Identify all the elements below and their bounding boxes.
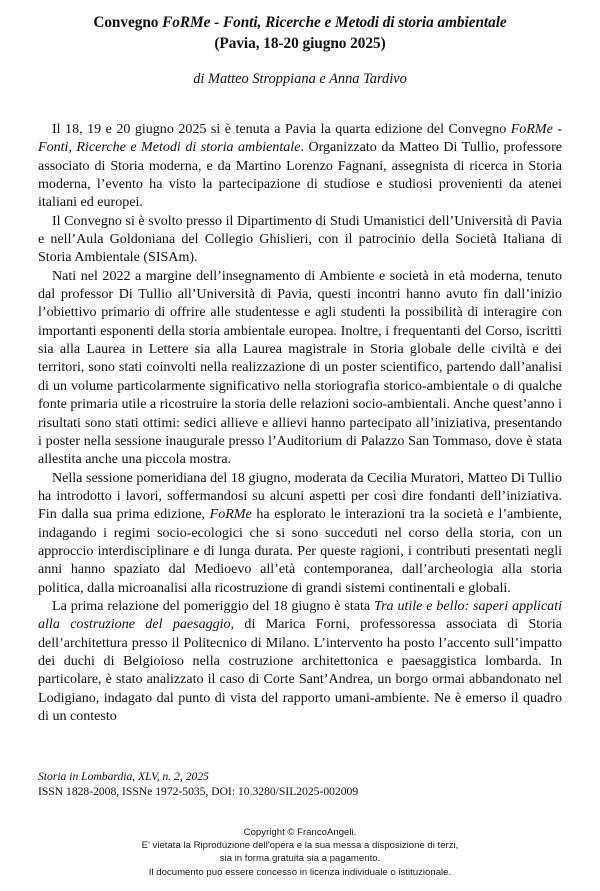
copyright-line-2: E' vietata la Riproduzione dell'opera e la sua messa a disposizione di terzi, bbox=[141, 840, 459, 852]
paragraph-5-part-b: , di Marica Forni, professoressa associata di Storia dell’architettura presso il Politecnico di Milano. L’intervento ha posto l’accento sull’impatto dei duchi di Belgioioso nella costruzione architettonica e paesaggistica lombarda. In particolare, è stato analizzato il caso di Corte Sant’Andrea, un borgo ormai abbandonato nel Lodigiano, indagato dal punto di vista del rapporto umani-ambiente. Ne è emerso il quadro di un contesto bbox=[38, 616, 562, 724]
byline-authors: di Matteo Stroppiana e Anna Tardivo bbox=[193, 71, 407, 87]
paragraph-2: Il Convegno si è svolto presso il Dipartimento di Studi Umanistici dell’Università di Pavia e nell’Aula Goldoniana del Collegio Ghislieri, con il patrocinio della Società Italiana di Storia Ambientale (SISAm). bbox=[38, 212, 562, 266]
paragraph-5 bbox=[38, 597, 562, 725]
copyright-line-4: Il documento può essere concesso in licenza individuale o istituzionale. bbox=[148, 866, 452, 878]
paragraph-4-part-b: ha esplorato le interazioni tra la società e l’ambiente, indagando i regimi socio-ecologici che si sono succeduti nel corso della storia, con un approccio interdisciplinare e di lunga durata. Per queste ragioni, i contributi presentati negli anni hanno spaziato dal Medioevo all’età contemporanea, dall’archeologia alla storia politica, dalla microanalisi alla ricostruzione di grandi sistemi continentali e globali. bbox=[38, 506, 562, 596]
journal-citation: Storia in Lombardia, XLV, n. 2, 2025 bbox=[38, 770, 209, 783]
paragraph-3: Nati nel 2022 a margine dell’insegnamento di Ambiente e società in età moderna, tenuto dal professor Di Tullio all’Università di Pavia, questi incontri hanno avuto fin dall’inizio l’obiettivo primario di offrire alle studentesse e agli studenti la possibilità di interagire con importanti esponenti della storia ambientale europea. Inoltre, i frequentanti del Corso, iscritti sia alla Laurea in Lettere sia alla Laurea magistrale in Storia globale delle civiltà e dei territori, sono stati coinvolti nella realizzazione di un poster scientifico, partendo dall’analisi di un volume particolarmente significativo nella storiografia storico-ambientale o di qualche fonte primaria utile a ricostruire la storia delle relazioni socio-ambientali. Anche quest’anno i risultati sono stati ottimi: sedici allieve e allievi hanno partecipato all’iniziativa, presentando i poster nella sessione inaugurale presso l’Auditorium di Palazzo San Tommaso, dove è stata allestita anche una piccola mostra. bbox=[38, 267, 562, 468]
article-body bbox=[38, 120, 562, 725]
paragraph-4-part-a: Nella sessione pomeridiana del 18 giugno, moderata da Cecilia Muratori, Matteo Di Tullio ha introdotto i lavori, soffermandosi su alcuni aspetti per così dire fondanti dell’iniziativa. Fin dalla sua prima edizione, bbox=[38, 469, 562, 523]
page-title bbox=[38, 13, 562, 54]
title-line-2: (Pavia, 18-20 giugno 2025) bbox=[214, 34, 386, 52]
paragraph-5-part-a: La prima relazione del pomeriggio del 18 giugno è stata bbox=[52, 597, 375, 614]
paragraph-1-part-a: Il 18, 19 e 20 giugno 2025 si è tenuta a Pavia la quarta edizione del Convegno bbox=[52, 121, 511, 137]
paragraph-4-italic-term: FoRMe bbox=[209, 506, 252, 523]
journal-issn-doi: ISSN 1828-2008, ISSNe 1972-5035, DOI: 10.3280/SIL2025-002009 bbox=[38, 784, 359, 798]
copyright-line-1: Copyright © FrancoAngeli. bbox=[243, 827, 357, 838]
title-italic-part: FoRMe - Fonti, Ricerche e Metodi di storia ambientale bbox=[162, 14, 507, 31]
title-line-1 bbox=[38, 13, 562, 34]
paragraph-1-italic-title: FoRMe - Fonti, Ricerche e Metodi di storia ambientale bbox=[38, 121, 562, 156]
paragraph-4 bbox=[38, 469, 562, 597]
paragraph-1-part-b: . Organizzato da Matteo Di Tullio, professore associato di Storia moderna, e da Martino Lorenzo Fagnani, assegnista di ricerca in Storia moderna, l’evento ha visto la partecipazione di studiose e studiosi provenienti da atenei italiani ed europei. bbox=[38, 139, 562, 211]
copyright-line-3: sia in forma gratuita sia a pagamento. bbox=[219, 853, 381, 865]
title-prefix: Convegno bbox=[93, 14, 163, 31]
copyright-notice bbox=[0, 826, 600, 879]
journal-footer bbox=[38, 770, 562, 799]
paragraph-5-italic-title: Tra utile e bello: saperi applicati alla costruzione del paesaggio bbox=[38, 597, 563, 633]
paragraph-1 bbox=[38, 120, 562, 212]
